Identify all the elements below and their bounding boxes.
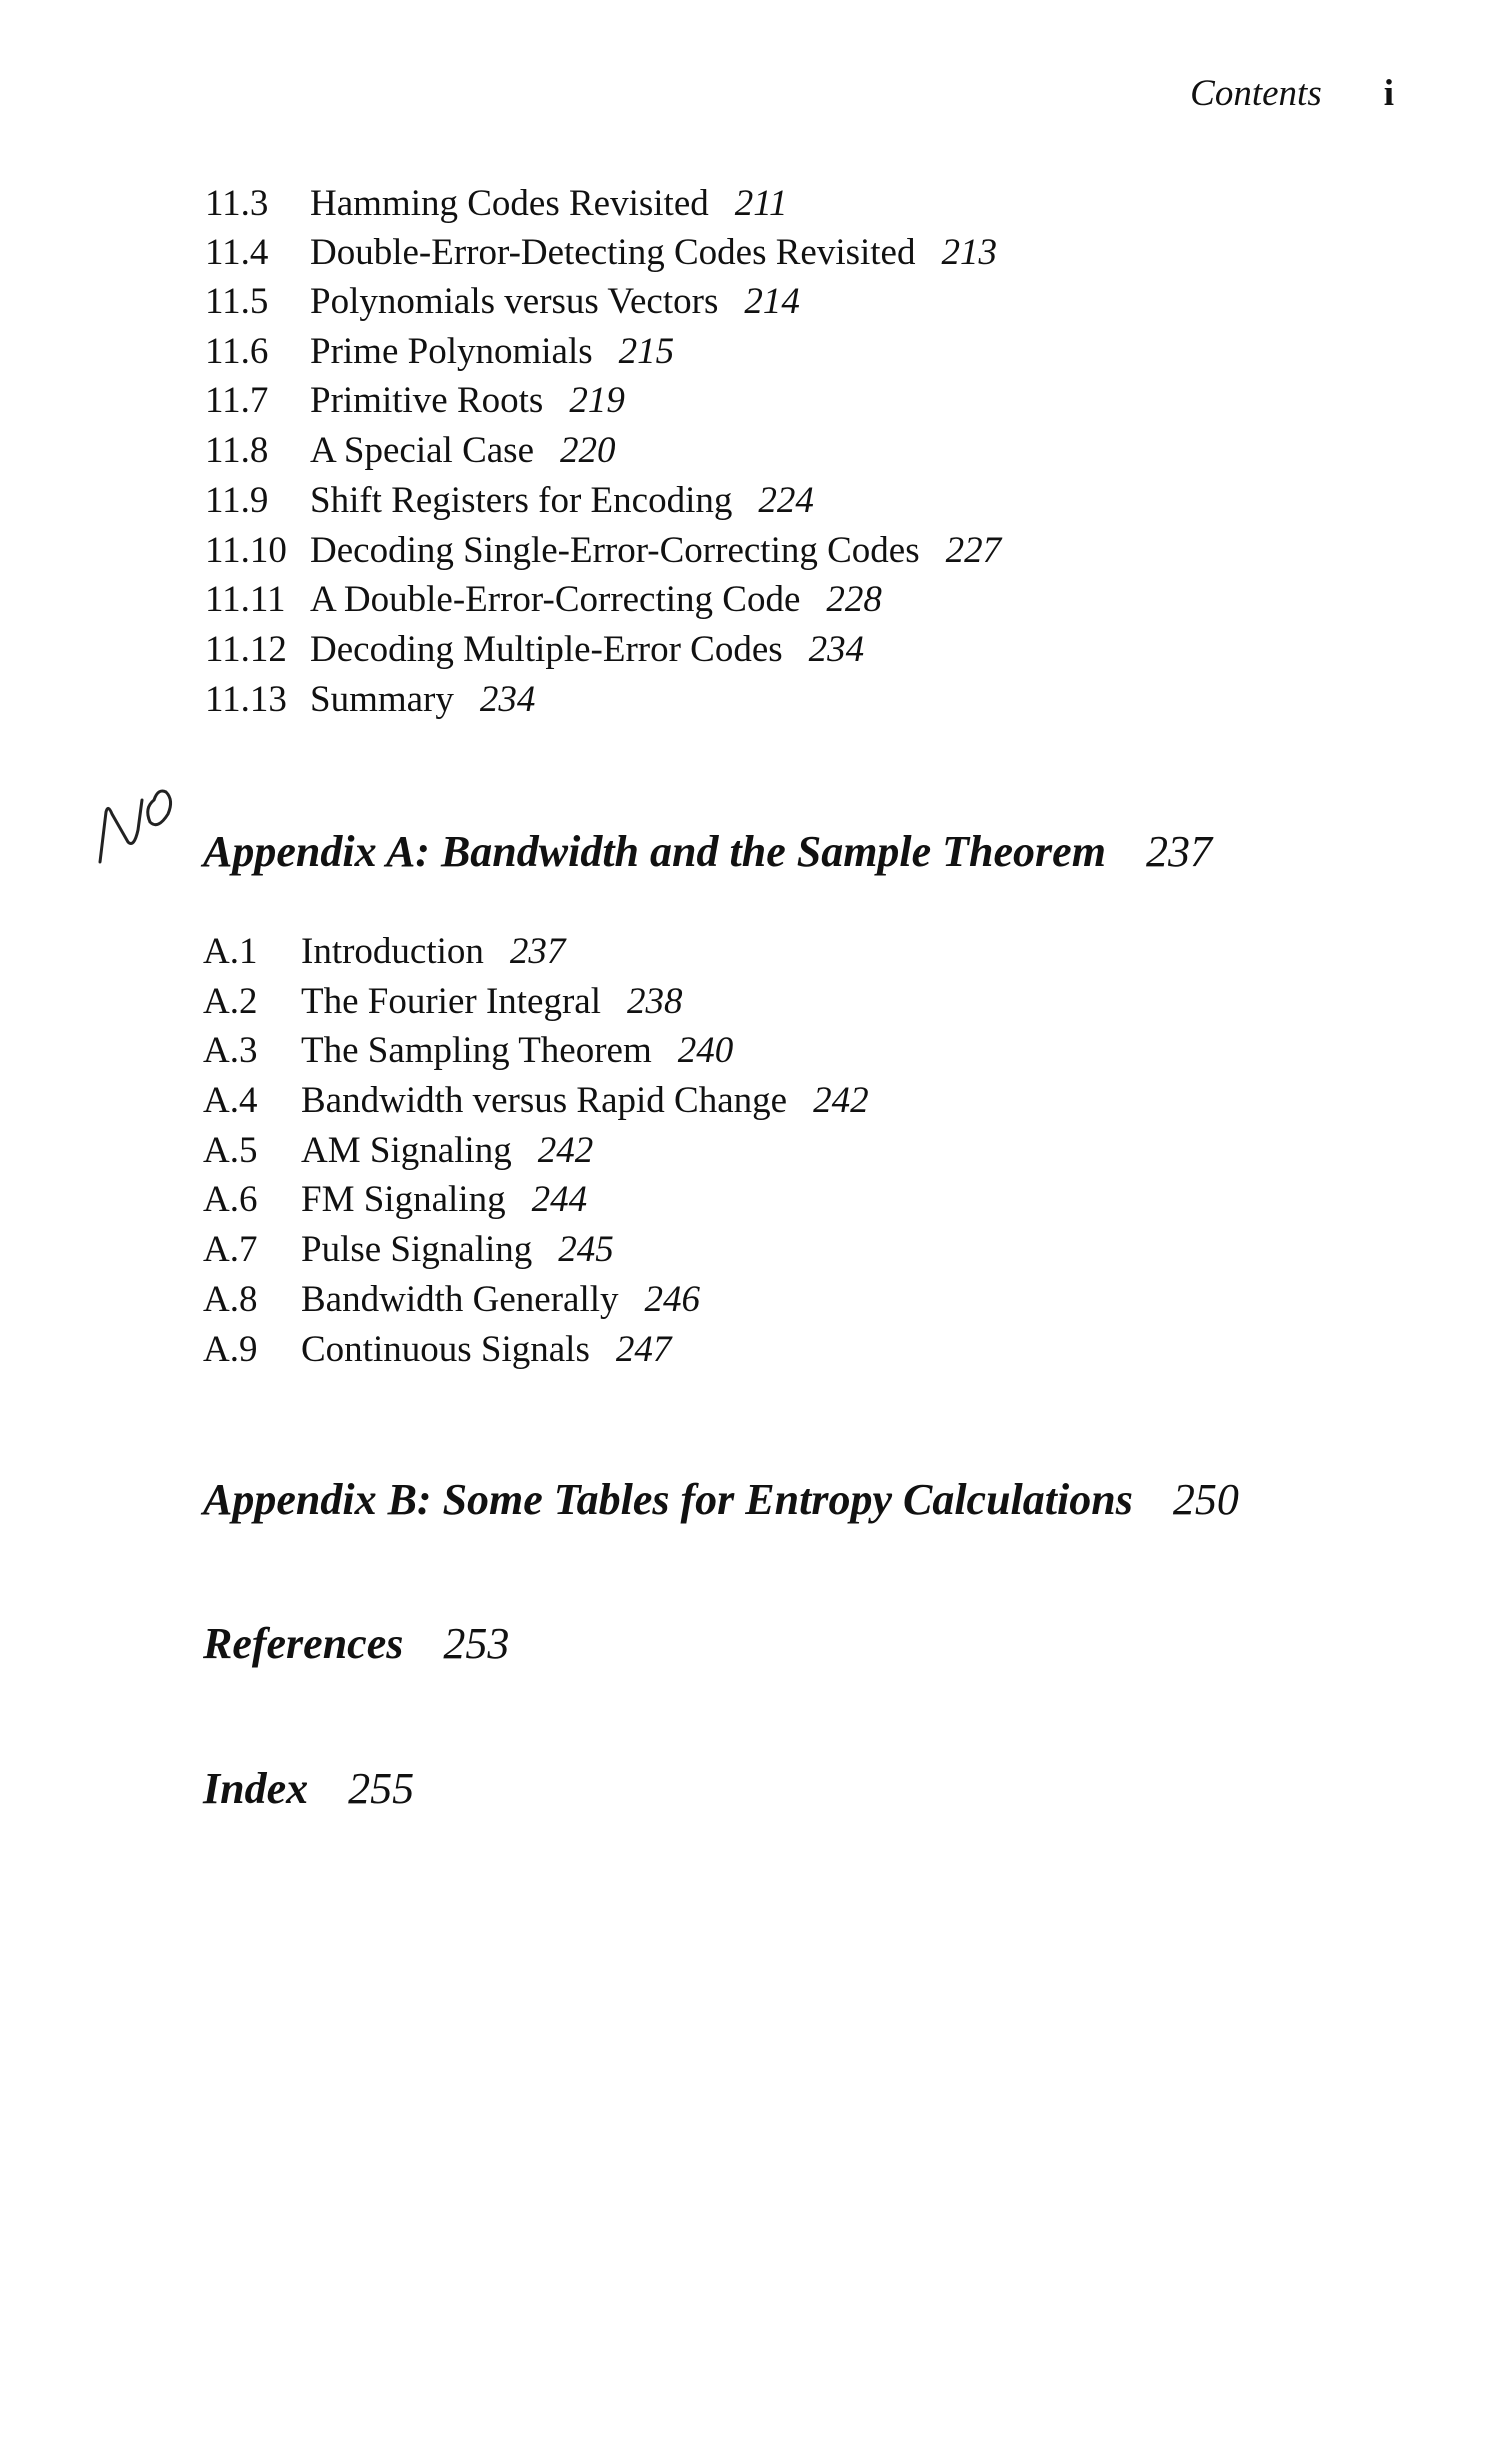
appendix-a-heading [203, 827, 1212, 876]
running-header [1190, 72, 1394, 115]
section-title: Decoding Single-Error-Correcting Codes [310, 530, 920, 571]
section-page: 240 [677, 1030, 734, 1071]
section-number: A.2 [203, 981, 258, 1022]
handwritten-note-mark [92, 770, 192, 870]
appendix-a-title: Appendix A: Bandwidth and the Sample Theorem [203, 827, 1106, 876]
section-title: Prime Polynomials [310, 331, 593, 372]
section-title: Primitive Roots [310, 380, 544, 421]
section-page: 220 [560, 430, 616, 471]
section-title: Hamming Codes Revisited [310, 183, 709, 224]
section-title: AM Signaling [301, 1130, 512, 1171]
section-number: 11.12 [205, 629, 287, 670]
section-page: 228 [826, 579, 882, 620]
section-number: 11.10 [205, 530, 287, 571]
section-title: Pulse Signaling [301, 1229, 533, 1270]
section-page: 244 [531, 1179, 588, 1220]
references-title: References [203, 1619, 404, 1668]
section-title: A Special Case [310, 430, 535, 471]
index-title: Index [203, 1764, 309, 1813]
section-page: 211 [734, 183, 788, 224]
section-number: 11.7 [205, 380, 269, 421]
section-number: A.8 [203, 1279, 258, 1320]
index-heading [203, 1764, 415, 1813]
section-number: 11.6 [205, 331, 269, 372]
references-page: 253 [443, 1619, 510, 1668]
section-number: A.3 [203, 1030, 258, 1071]
section-page: 234 [479, 679, 536, 720]
section-page: 215 [618, 331, 675, 372]
running-header-page-number: i [1383, 73, 1394, 114]
section-page: 227 [945, 530, 1002, 571]
section-page: 247 [615, 1329, 672, 1370]
section-number: 11.9 [205, 480, 269, 521]
running-header-title: Contents [1190, 73, 1322, 114]
section-title: Decoding Multiple-Error Codes [310, 629, 783, 670]
section-number: A.1 [203, 931, 258, 972]
section-number: A.4 [203, 1080, 258, 1121]
section-title: Summary [310, 679, 454, 720]
section-title: The Fourier Integral [301, 981, 601, 1022]
section-title: Bandwidth Generally [301, 1279, 619, 1320]
section-title: Bandwidth versus Rapid Change [301, 1080, 788, 1121]
section-title: Double-Error-Detecting Codes Revisited [310, 232, 916, 273]
references-heading [203, 1619, 510, 1668]
section-title: FM Signaling [301, 1179, 506, 1220]
section-title: A Double-Error-Correcting Code [310, 579, 801, 620]
section-page: 242 [537, 1130, 594, 1171]
section-page: 245 [558, 1229, 614, 1270]
section-number: A.7 [203, 1229, 258, 1270]
section-number: 11.5 [205, 281, 269, 322]
appendix-b-title: Appendix B: Some Tables for Entropy Calculations [203, 1475, 1133, 1524]
section-page: 242 [813, 1080, 869, 1121]
section-title: Shift Registers for Encoding [310, 480, 733, 521]
section-page: 234 [808, 629, 865, 670]
section-page: 224 [758, 480, 814, 521]
section-number: 11.13 [205, 679, 287, 720]
section-number: A.9 [203, 1329, 258, 1370]
appendix-b-heading [203, 1475, 1239, 1524]
section-number: 11.4 [205, 232, 269, 273]
section-page: 214 [744, 281, 800, 322]
appendix-a-page: 237 [1145, 827, 1212, 876]
index-page: 255 [348, 1764, 415, 1813]
section-page: 213 [941, 232, 997, 273]
appendix-b-page: 250 [1172, 1475, 1239, 1524]
section-title: Polynomials versus Vectors [310, 281, 719, 322]
section-page: 237 [509, 931, 566, 972]
section-number: A.6 [203, 1179, 258, 1220]
section-number: A.5 [203, 1130, 258, 1171]
section-page: 246 [644, 1279, 700, 1320]
section-number: 11.11 [205, 579, 286, 620]
section-number: 11.8 [205, 430, 269, 471]
section-page: 238 [627, 981, 683, 1022]
section-title: The Sampling Theorem [301, 1030, 652, 1071]
section-title: Continuous Signals [301, 1329, 590, 1370]
section-page: 219 [569, 380, 625, 421]
section-title: Introduction [301, 931, 484, 972]
section-number: 11.3 [205, 183, 269, 224]
